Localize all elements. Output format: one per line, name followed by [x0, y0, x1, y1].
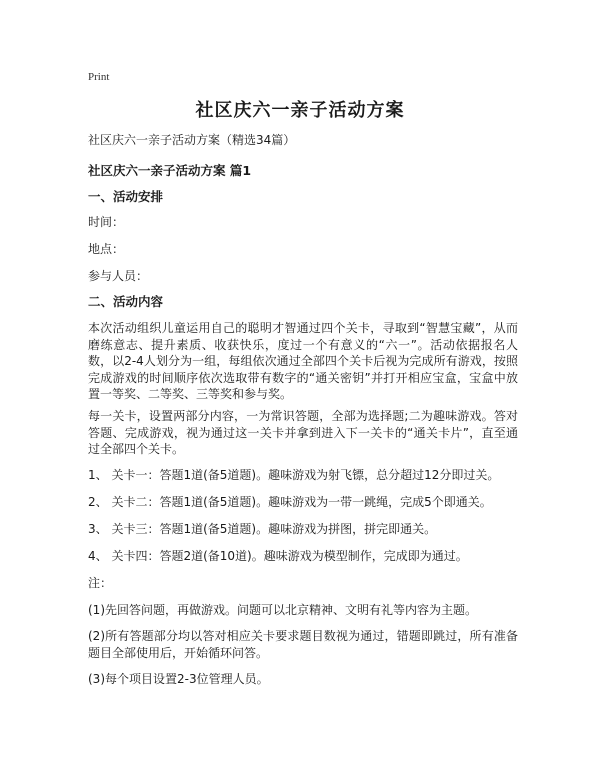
- print-link[interactable]: Print: [88, 71, 110, 83]
- participants-label: 参与人员：: [88, 269, 149, 283]
- activity-description-paragraph: 本次活动组织儿童运用自己的聪明才智通过四个关卡，寻取到“智慧宝藏”，从而磨练意志、提升素质、收获快乐，度过一个有意义的“六一”。活动依据报名人数，以2-4人划分为一组，每组依次通过全部四个关卡后视为完成所有游戏，按照完成游戏的时间顺序依次选取带有数字的“通关密钥”并打开相应宝盒，宝盒中放置一等奖、二等奖、三等奖和参与奖。: [88, 321, 518, 401]
- document-subtitle: 社区庆六一亲子活动方案（精选34篇）: [88, 133, 296, 147]
- level-rules-paragraph: 每一关卡，设置两部分内容，一为常识答题，全部为选择题;二为趣味游戏。答对答题、完成游戏，视为通过这一关卡并拿到进入下一关卡的“通关卡片”，直至通过全部四个关卡。: [88, 409, 518, 456]
- place-label: 地点：: [88, 242, 125, 256]
- section-title: 社区庆六一亲子活动方案 篇1: [88, 163, 252, 178]
- part1-heading: 一、活动安排: [88, 189, 164, 204]
- time-label: 时间：: [88, 215, 125, 229]
- level2-item: 2、 关卡二：答题1道(备5道题)。趣味游戏为一带一跳绳，完成5个即通关。: [88, 495, 492, 509]
- note3-item: (3)每个项目设置2-3位管理人员。: [88, 672, 269, 686]
- note2-item: (2)所有答题部分均以答对相应关卡要求题目数视为通过，错题即跳过，所有准备题目全部使用后，开始循环问答。: [88, 629, 518, 660]
- level3-item: 3、 关卡三：答题1道(备5道题)。趣味游戏为拼图，拼完即通关。: [88, 522, 437, 536]
- page-title: 社区庆六一亲子活动方案: [195, 100, 405, 121]
- part2-heading: 二、活动内容: [88, 294, 164, 309]
- note1-item: (1)先回答问题，再做游戏。问题可以北京精神、文明有礼等内容为主题。: [88, 603, 478, 617]
- level1-item: 1、 关卡一：答题1道(备5道题)。趣味游戏为射飞镖，总分超过12分即过关。: [88, 468, 500, 482]
- note-label: 注：: [88, 576, 113, 590]
- level4-item: 4、 关卡四：答题2道(备10道)。趣味游戏为模型制作，完成即为通过。: [88, 549, 468, 563]
